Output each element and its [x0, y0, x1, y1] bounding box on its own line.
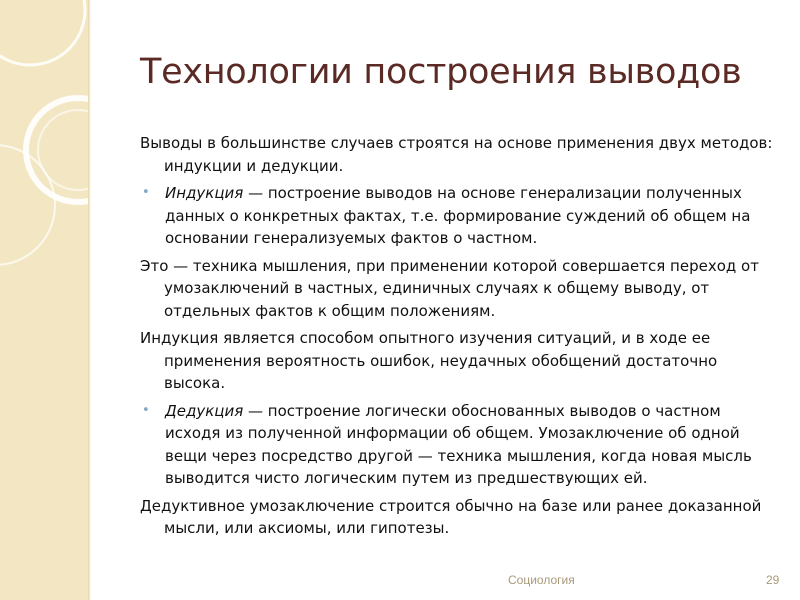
side-panel-edge [88, 0, 91, 600]
term-induction: Индукция [165, 184, 244, 202]
decorative-side-panel [0, 0, 88, 600]
bullet-icon: • [142, 402, 150, 418]
term-deduction: Дедукция [165, 401, 244, 420]
paragraph-induction-risk: Индукция является способом опытного изучения ситуаций, и в ходе ее применения вероятность ошибок, неудачных обобщений достаточно высока. [140, 329, 718, 392]
page-number: 29 [766, 573, 780, 587]
bullet-induction [140, 182, 780, 250]
bullet-icon: • [142, 185, 150, 200]
paragraph-intro: Выводы в большинстве случаев строятся на основе применения двух методов: индукции и дедукции. [140, 134, 773, 175]
definition-induction: — построение выводов на основе генерализации полученных данных о конкретных фактах, т.е. формирование суждений об общем на основании генерализуемых фактов о частном. [165, 184, 751, 247]
footer-subject: Социология [508, 573, 575, 587]
paragraph-deductive-conclusion: Дедуктивное умозаключение строится обычно на базе или ранее доказанной мысли, или аксиомы, или гипотезы. [140, 496, 762, 537]
definition-deduction: — построение логически обоснованных выводов о частном исходя из полученной информации об общем. Умозаключение об одной вещи через посредство другой — техника мышления, когда новая мысль выводится чисто логическим путем из предшествующих ей. [165, 401, 752, 487]
decorative-circles [0, 0, 88, 600]
slide-title: Технологии построения выводов [140, 52, 742, 92]
bullet-deduction [140, 400, 780, 490]
slide-content [140, 132, 780, 545]
paragraph-technique: Это — техника мышления, при применении которой совершается переход от умозаключений в частных, единичных случаях к общему выводу, от отдельных фактов к общим положениям. [140, 256, 759, 320]
